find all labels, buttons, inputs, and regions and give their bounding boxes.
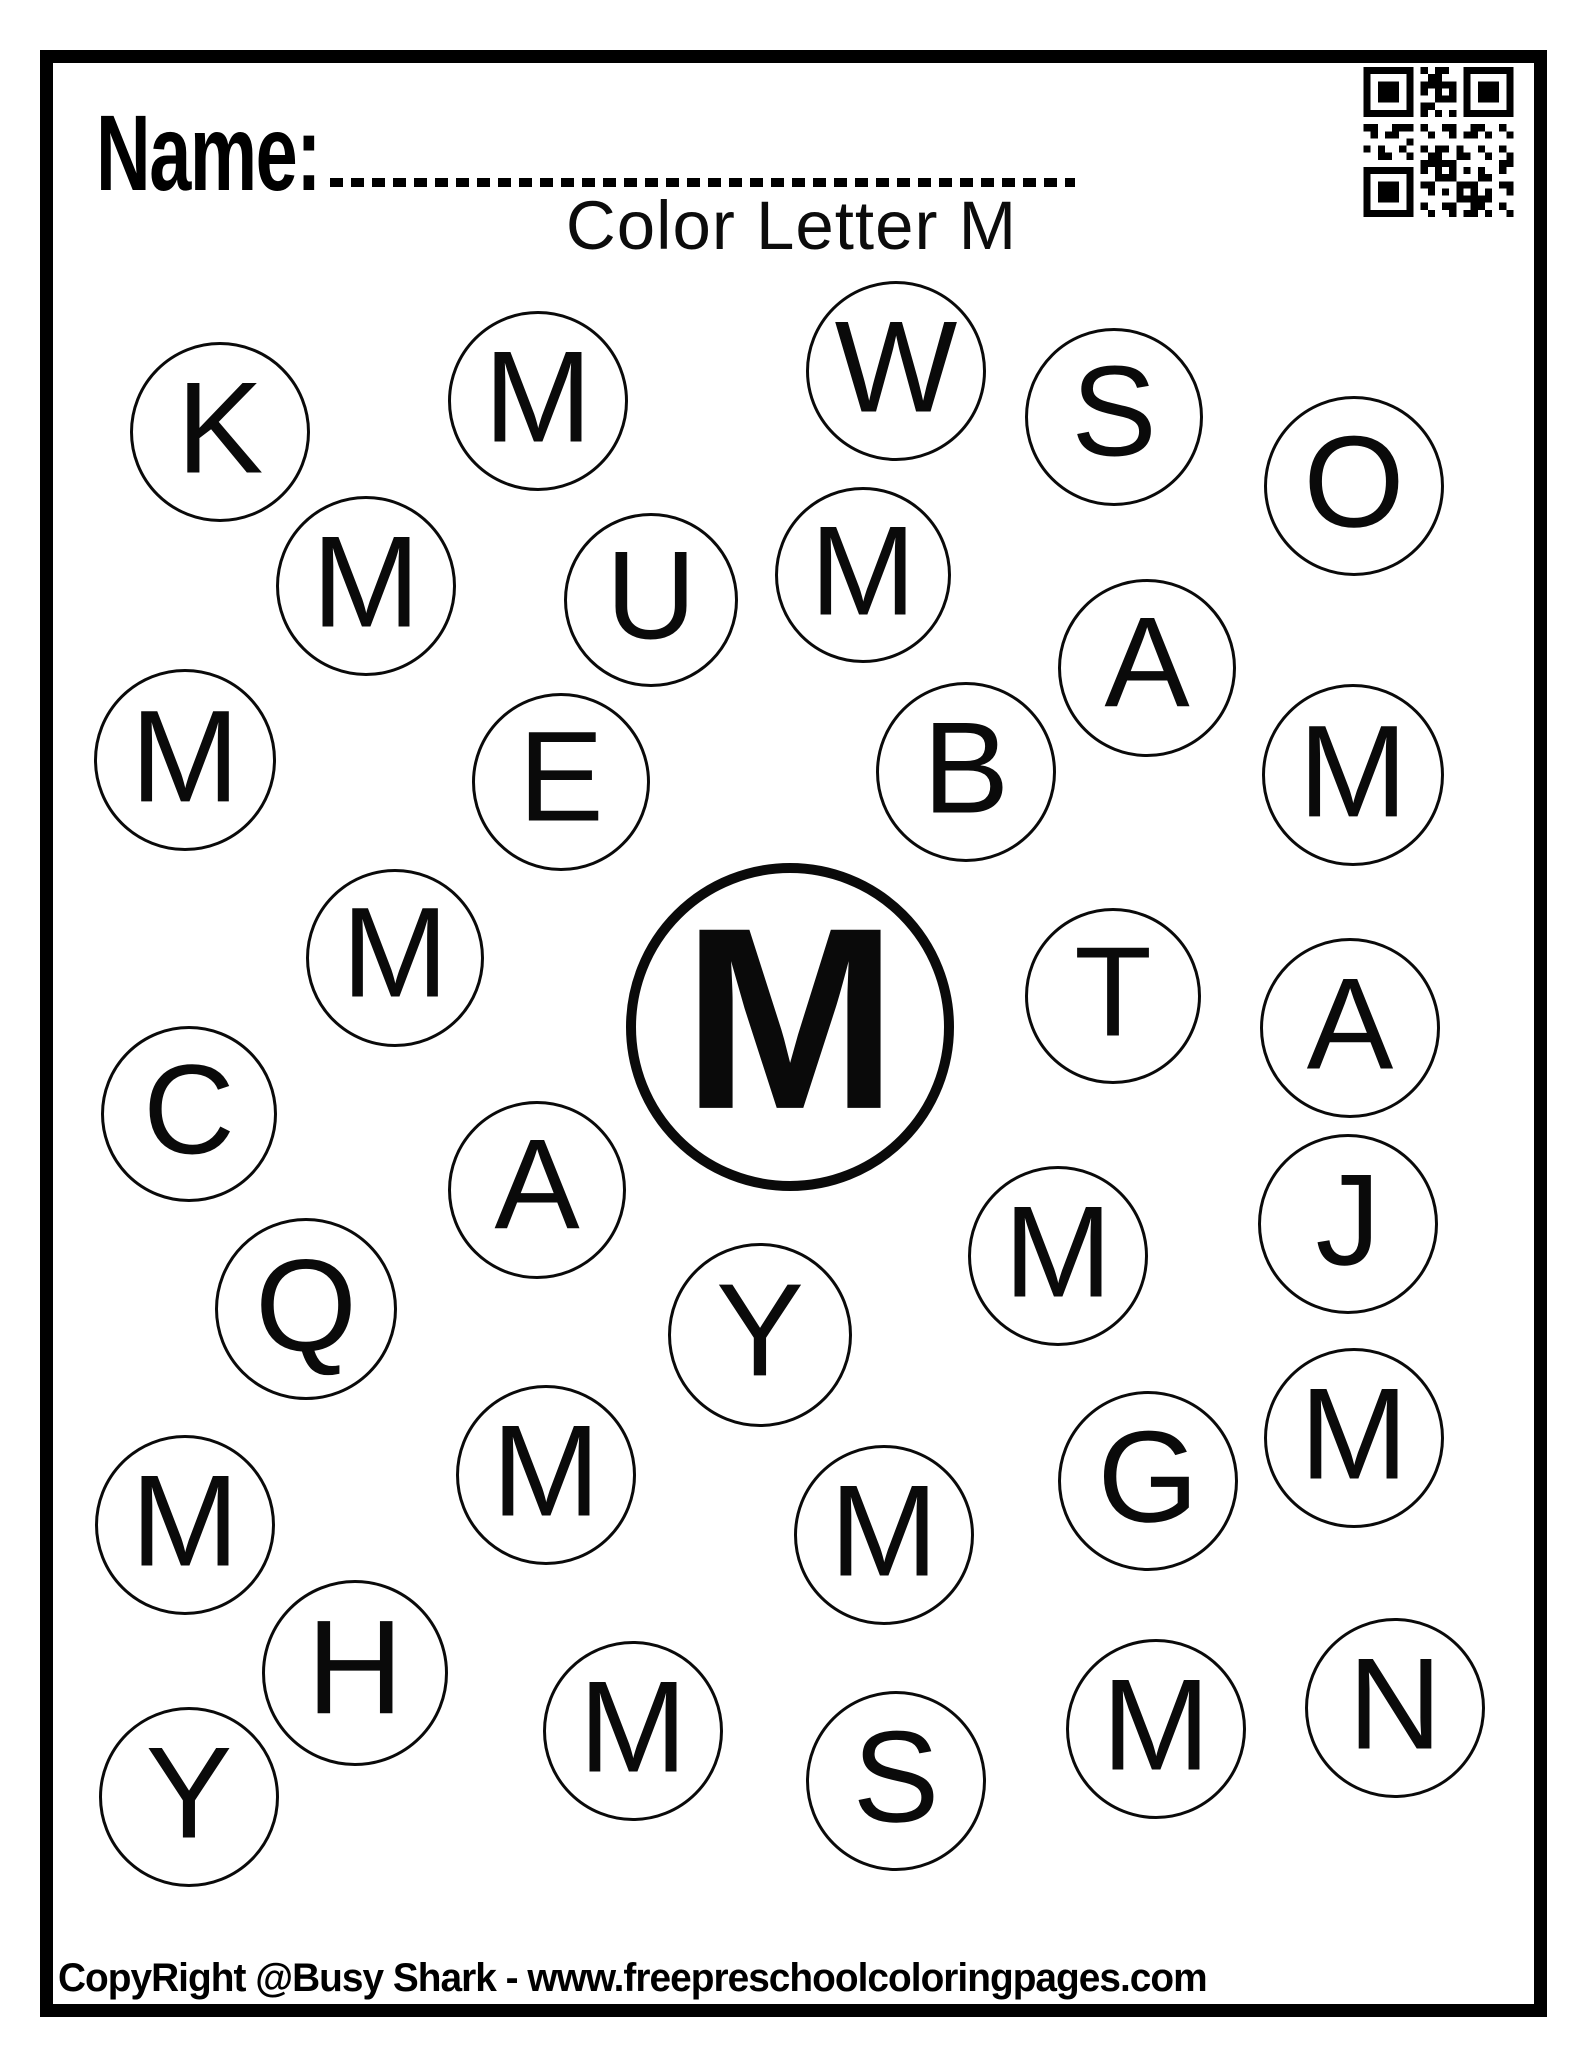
letter-circle-j[interactable] (1258, 1134, 1438, 1314)
letter-circle-a[interactable] (448, 1101, 626, 1279)
circle-letter: M (829, 1457, 939, 1604)
letter-circle-m[interactable] (448, 311, 628, 491)
letter-circle-a[interactable] (1260, 938, 1440, 1118)
letter-circle-k[interactable] (130, 342, 310, 522)
circle-letter: A (494, 1113, 580, 1257)
circle-letter: M (1101, 1651, 1211, 1798)
letter-circle-m[interactable] (794, 1445, 974, 1625)
letter-circle-m[interactable] (94, 669, 276, 851)
circle-letter: M (578, 1653, 688, 1800)
circle-letter: M (682, 873, 898, 1163)
circle-letter: M (810, 499, 916, 642)
letter-circle-w[interactable] (806, 281, 986, 461)
letter-circle-m[interactable] (276, 496, 456, 676)
letter-circle-g[interactable] (1058, 1391, 1238, 1571)
letter-circle-e[interactable] (472, 693, 650, 871)
letter-circle-o[interactable] (1264, 396, 1444, 576)
circle-letter: M (1299, 1360, 1409, 1507)
footer-copyright: CopyRight @Busy Shark - www.freepreschoolcoloringpages.com (58, 1956, 1207, 2000)
circle-letter: M (130, 1447, 240, 1594)
circle-letter: T (1074, 920, 1152, 1063)
letter-circle-m[interactable] (775, 487, 951, 663)
circle-letter: J (1315, 1146, 1381, 1293)
letter-circle-c[interactable] (101, 1026, 277, 1202)
qr-code-icon (1362, 67, 1515, 217)
circle-letter: O (1303, 408, 1405, 555)
name-input-line[interactable] (330, 178, 1075, 187)
worksheet-title: Color Letter M (565, 187, 1018, 264)
letter-circle-m[interactable] (1066, 1639, 1246, 1819)
target-letter-circle-m[interactable] (626, 863, 954, 1191)
circle-letter: S (852, 1703, 940, 1850)
circle-letter: E (518, 705, 604, 849)
circle-letter: U (605, 526, 697, 666)
circle-letter: K (176, 354, 264, 501)
circle-letter: A (1306, 950, 1394, 1097)
letter-circle-m[interactable] (95, 1435, 275, 1615)
circle-letter: A (1104, 591, 1190, 735)
letter-circle-m[interactable] (1264, 1348, 1444, 1528)
circle-letter: Y (715, 1256, 805, 1404)
circle-letter: W (834, 293, 958, 440)
letter-circle-y[interactable] (668, 1243, 852, 1427)
circle-letter: B (922, 694, 1010, 841)
circle-letter: Y (145, 1719, 233, 1866)
letter-circle-s[interactable] (806, 1691, 986, 1871)
letter-circle-t[interactable] (1025, 908, 1201, 1084)
circle-letter: S (1071, 340, 1157, 484)
letter-circle-a[interactable] (1058, 579, 1236, 757)
circle-letter: M (130, 681, 240, 829)
letter-circle-m[interactable] (456, 1385, 636, 1565)
letter-circle-m[interactable] (306, 869, 484, 1047)
circle-letter: M (483, 323, 593, 470)
circle-letter: G (1097, 1403, 1199, 1550)
circle-letter: H (306, 1593, 404, 1743)
circle-letter: M (491, 1397, 601, 1544)
letter-circle-h[interactable] (262, 1580, 448, 1766)
circle-letter: N (1348, 1630, 1442, 1777)
circle-letter: C (143, 1038, 235, 1181)
letter-circle-m[interactable] (543, 1641, 723, 1821)
letter-circle-q[interactable] (215, 1218, 397, 1400)
circle-letter: M (1003, 1178, 1113, 1325)
letter-circle-m[interactable] (968, 1166, 1148, 1346)
circle-letter: M (1298, 696, 1408, 844)
letter-circle-y[interactable] (99, 1707, 279, 1887)
letter-circle-u[interactable] (564, 513, 738, 687)
circle-letter: M (341, 881, 449, 1025)
circle-letter: Q (255, 1230, 357, 1378)
letter-circle-m[interactable] (1262, 684, 1444, 866)
name-label: Name: (96, 92, 321, 213)
letter-circle-n[interactable] (1305, 1618, 1485, 1798)
letter-circle-b[interactable] (876, 682, 1056, 862)
circle-letter: M (311, 508, 421, 655)
letter-circle-s[interactable] (1025, 328, 1203, 506)
